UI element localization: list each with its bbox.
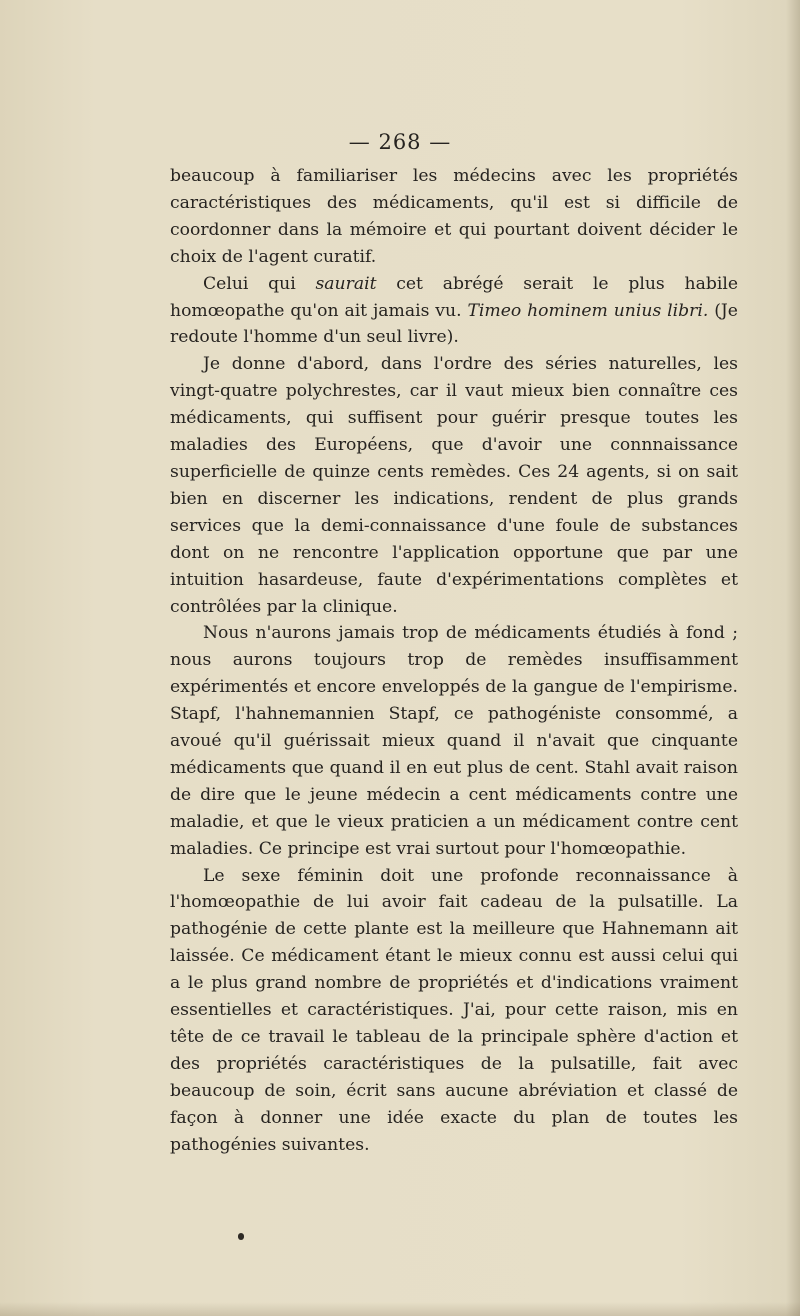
paragraph-abrege-part: Celui qui (203, 273, 316, 294)
body-text (170, 163, 738, 1159)
paragraph-abrege-part: (Je redoute l'homme d'un seul livre). (170, 300, 738, 348)
paragraph-medicaments: Nous n'aurons jamais trop de médicaments étudiés à fond ; nous aurons toujours trop de remèdes insuffisamment expérimentés et encore enveloppés de la gangue de l'empirisme. Stapf, l'hahnemannien Stapf, ce pathogéniste consommé, a avoué qu'il guérissait mieux quand il n'avait que cinquante médicaments que quand il en eut plus de cent. Stahl avait raison de dire que le jeune médecin a cent médicaments contre une maladie, et que le vieux praticien a un médicament contre cent maladies. Ce principe est vrai surtout pour l'homœopathie. (170, 623, 738, 859)
italic-word-saurait: saurait (315, 273, 377, 294)
page-edge-shadow (786, 0, 800, 1316)
paragraph-abrege (170, 271, 738, 352)
page-bottom-edge (0, 1302, 800, 1316)
page-number: — 268 — (348, 130, 452, 154)
paragraph-continuation: beaucoup à familiariser les médecins avec les propriétés caractéristiques des médicaments, qu'il est si difficile de coordonner dans la mémoire et qui pourtant doivent décider le choix de l'agent curatif. (170, 166, 738, 267)
paragraph-pulsatille: Le sexe féminin doit une profonde reconnaissance à l'homœopathie de lui avoir fait cadeau de la pulsatille. La pathogénie de cette plante est la meilleure que Hahnemann ait laissée. Ce médicament étant le mieux connu est aussi celui qui a le plus grand nombre de propriétés et d'indications vraiment essentielles et caractéristiques. J'ai, pour cette raison, mis en tête de ce travail le tableau de la principale sphère d'action et des propriétés caractéristiques de la pulsatille, fait avec beaucoup de soin, écrit sans aucune abréviation et classé de façon à donner une idée exacte du plan de toutes les pathogénies suivantes. (170, 865, 738, 1155)
ink-mark (238, 1233, 244, 1240)
paragraph-abrege-part: cet abrégé serait le plus habile homœopathe qu'on ait jamais vu. (170, 273, 738, 321)
paragraph-polychrestes: Je donne d'abord, dans l'ordre des séries naturelles, les vingt-quatre polychrestes, car il vaut mieux bien connaître ces médicaments, qui suffisent pour guérir presque toutes les maladies des Européens, que d'avoir une connnaissance superficielle de quinze cents remèdes. Ces 24 agents, si on sait bien en discerner les indications, rendent de plus grands services que la demi-connaissance d'une foule de substances dont on ne rencontre l'application opportune que par une intuition hasardeuse, faute d'expérimentations complètes et contrôlées par la clinique. (170, 354, 738, 617)
latin-quote: Timeo hominem unius libri. (467, 300, 709, 321)
